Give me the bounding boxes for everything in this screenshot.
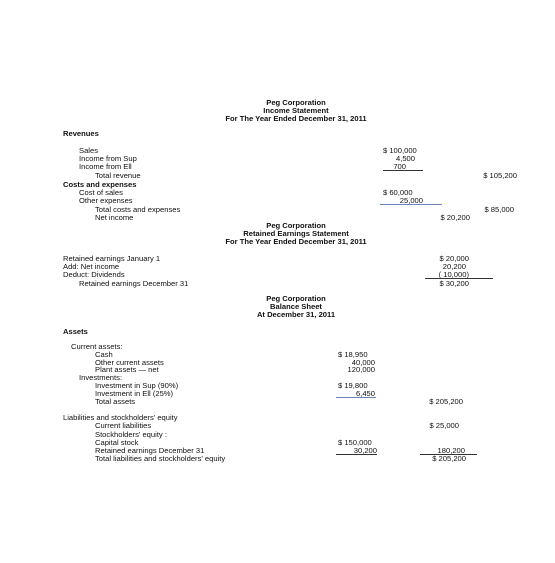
bs-cash-label: Cash — [95, 350, 113, 359]
is-income-ell-label: Income from Ell — [79, 162, 132, 171]
bs-equity-label: Stockholders' equity : — [95, 430, 167, 439]
is-net-income-label: Net income — [95, 213, 134, 222]
bs-total-liab-value: $ 205,200 — [432, 454, 466, 463]
bs-capital-stock-label: Capital stock — [95, 438, 139, 447]
is-sales-value: $ 100,000 — [383, 146, 417, 155]
is-total-revenue-value: $ 105,200 — [483, 171, 517, 180]
is-income-sup-value: 4,500 — [395, 154, 415, 163]
is-total-costs-label: Total costs and expenses — [95, 205, 181, 214]
re-dec31-value: $ 30,200 — [439, 279, 469, 288]
bs-inv-ell-value: 6,450 — [355, 389, 375, 398]
bs-statement-name: Balance Sheet — [270, 302, 322, 311]
bs-capital-stock-value: $ 150,000 — [338, 438, 372, 447]
bs-current-assets-label: Current assets: — [71, 342, 123, 351]
is-total-revenue-label: Total revenue — [95, 171, 141, 180]
is-period: For The Year Ended December 31, 2011 — [225, 114, 367, 123]
bs-plant-value: 120,000 — [347, 365, 375, 374]
is-other-expenses-value: 25,000 — [399, 196, 423, 205]
is-sales-label: Sales — [79, 146, 98, 155]
bs-plant-label: Plant assets — net — [95, 365, 159, 374]
bs-equity-total-value: 180,200 — [437, 446, 465, 455]
re-net-income-label: Add: Net income — [63, 262, 120, 271]
is-expenses-rule — [380, 204, 442, 205]
bs-inv-ell-label: Investment in Ell (25%) — [95, 389, 174, 398]
bs-inv-sup-label: Investment in Sup (90%) — [95, 381, 179, 390]
re-company-name: Peg Corporation — [266, 221, 326, 230]
re-statement-name: Retained Earnings Statement — [243, 229, 349, 238]
bs-investments-label: Investments: — [79, 373, 123, 382]
is-revenues-heading: Revenues — [63, 129, 99, 138]
is-costs-heading: Costs and expenses — [63, 180, 137, 189]
is-income-ell-value: 700 — [393, 162, 406, 171]
bs-current-liab-value: $ 25,000 — [429, 421, 459, 430]
re-dividends-label: Deduct: Dividends — [63, 270, 125, 279]
bs-assets-heading: Assets — [63, 327, 88, 336]
re-jan1-value: $ 20,000 — [439, 254, 469, 263]
bs-total-assets-value: $ 205,200 — [429, 397, 463, 406]
bs-re-dec31-value: 30,200 — [353, 446, 377, 455]
re-dividends-value: ( 10,000) — [438, 270, 469, 279]
is-company-name: Peg Corporation — [266, 98, 326, 107]
bs-current-liab-label: Current liabilities — [95, 421, 152, 430]
bs-liabilities-heading: Liabilities and stockholders' equity — [63, 413, 178, 422]
is-revenue-rule — [383, 170, 423, 171]
is-total-costs-value: $ 85,000 — [484, 205, 514, 214]
bs-investments-rule — [336, 397, 376, 398]
bs-re-dec31-label: Retained earnings December 31 — [95, 446, 205, 455]
is-cost-of-sales-value: $ 60,000 — [383, 188, 413, 197]
re-period: For The Year Ended December 31, 2011 — [225, 237, 367, 246]
bs-total-assets-label: Total assets — [95, 397, 136, 406]
bs-date: At December 31, 2011 — [256, 310, 336, 319]
is-cost-of-sales-label: Cost of sales — [79, 188, 123, 197]
is-other-expenses-label: Other expenses — [79, 196, 133, 205]
is-statement-name: Income Statement — [263, 106, 329, 115]
is-net-income-value: $ 20,200 — [440, 213, 470, 222]
bs-total-liab-label: Total liabilities and stockholders' equity — [95, 454, 226, 463]
is-income-sup-label: Income from Sup — [79, 154, 137, 163]
bs-company-name: Peg Corporation — [266, 294, 326, 303]
bs-other-current-value: 40,000 — [351, 358, 375, 367]
bs-cash-value: $ 18,950 — [338, 350, 368, 359]
re-dec31-label: Retained earnings December 31 — [79, 279, 189, 288]
re-net-income-value: 20,200 — [442, 262, 466, 271]
re-jan1-label: Retained earnings January 1 — [63, 254, 161, 263]
bs-equity-rule — [336, 454, 377, 455]
bs-other-current-label: Other current assets — [95, 358, 164, 367]
bs-inv-sup-value: $ 19,800 — [338, 381, 368, 390]
